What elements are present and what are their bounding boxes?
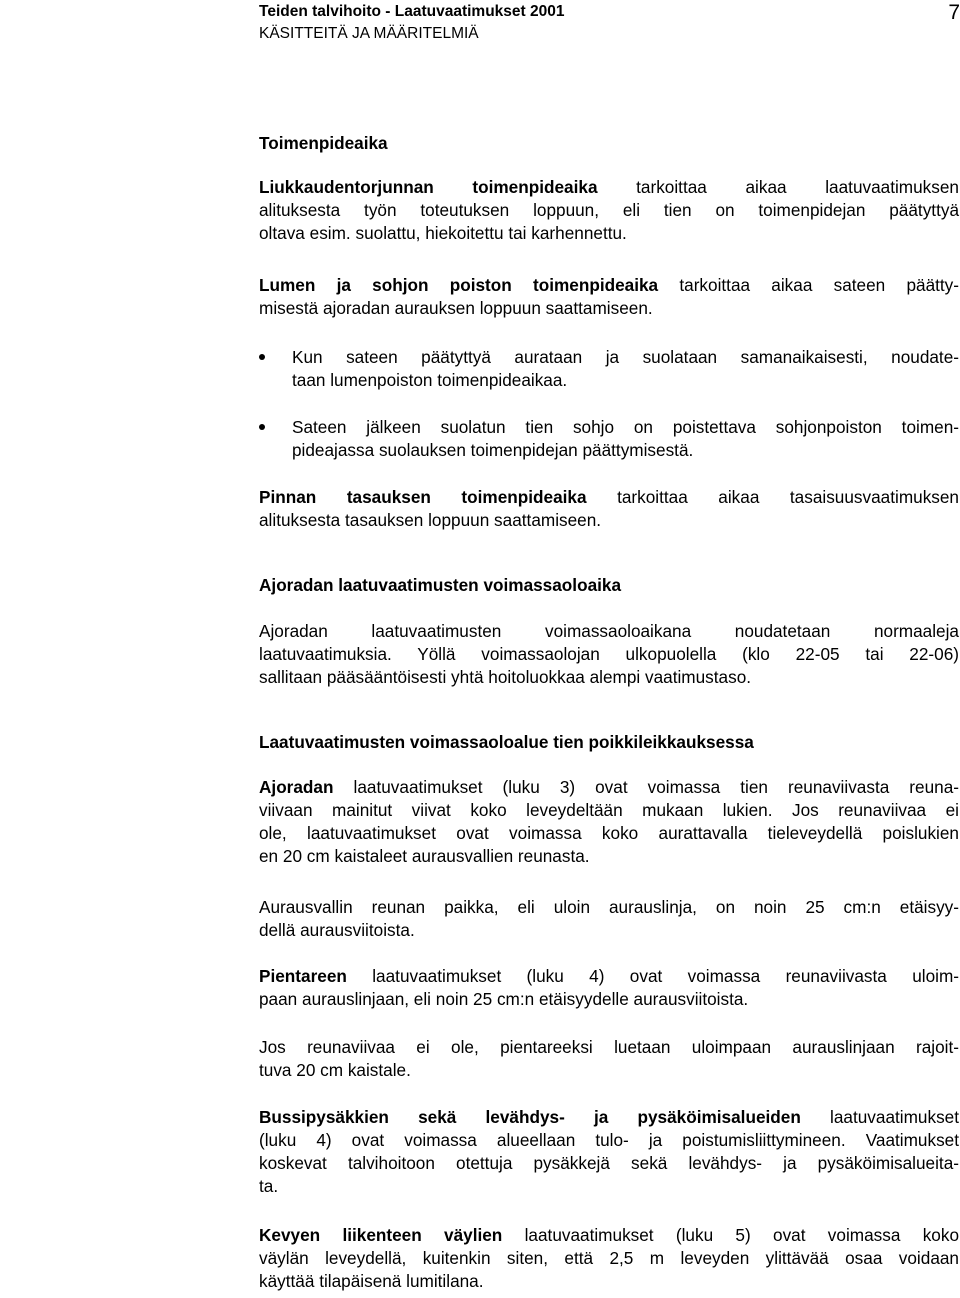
paragraph-bussipysakit: Bussipysäkkien sekä levähdys- ja pysäköimisalueiden laatuvaatimukset (luku 4) ovat voimassa alueellaan tulo- ja poistumisliittymineen. Vaatimukset koskevat talvihoitoon otettuja pysäkkejä sekä levähdys- ja pysäköimisalueita- ta.: [259, 1107, 959, 1196]
page-number: 7: [948, 1, 960, 24]
paragraph-kevyen-liikenteen-vaylat: Kevyen liikenteen väylien laatuvaatimukset (luku 5) ovat voimassa koko väylän leveydellä, kuitenkin siten, että 2,5 m leveyden ylittävää osaa voidaan käyttää tilapäisenä lumitilana.: [259, 1225, 959, 1291]
paragraph-lumen-ja-sohjon-poisto: Lumen ja sohjon poiston toimenpideaika tarkoittaa aikaa sateen päätty- misestä ajoradan aurauksen loppuun saattamiseen.: [259, 275, 959, 318]
chapter-title: KÄSITTEITÄ JA MÄÄRITELMIÄ: [259, 25, 479, 42]
term-kevyen-liikenteen-vaylat: Kevyen liikenteen väylien: [259, 1225, 503, 1245]
section-heading-voimassaoloaika: Ajoradan laatuvaatimusten voimassaoloaika: [259, 575, 622, 595]
paragraph-pinnan-tasaus: Pinnan tasauksen toimenpideaika tarkoittaa aikaa tasaisuusvaatimuksen alituksesta tasauksen loppuun saattamiseen.: [259, 487, 959, 530]
term-pientareen: Pientareen: [259, 966, 347, 986]
section-heading-voimassaoloalue: Laatuvaatimusten voimassaoloalue tien poikkileikkauksessa: [259, 732, 754, 752]
term-liukkaudentorjunta: Liukkaudentorjunnan toimenpideaika: [259, 177, 598, 197]
section-heading-toimenpideaika: Toimenpideaika: [259, 133, 388, 153]
paragraph-aurausvalli: Aurausvallin reunan paikka, eli uloin aurauslinja, on noin 25 cm:n etäisyy- dellä aurausviitoista.: [259, 897, 959, 940]
term-ajoradan: Ajoradan: [259, 777, 334, 797]
paragraph-voimassaoloaika: Ajoradan laatuvaatimusten voimassaoloaikana noudatetaan normaaleja laatuvaatimuksia. Yöllä voimassaolojan ulkopuolella (klo 22-05 tai 22-06) sallitaan pääsääntöisesti yhtä hoitoluokkaa alempi vaatimustaso.: [259, 621, 959, 687]
paragraph-pientareen-laatuvaatimukset: Pientareen laatuvaatimukset (luku 4) ovat voimassa reunaviivasta uloim- paan aurauslinjaan, eli noin 25 cm:n etäisyydelle aurausviitoista.: [259, 966, 959, 1009]
document-title: Teiden talvihoito - Laatuvaatimukset 2001: [259, 3, 565, 20]
term-pinnan-tasaus: Pinnan tasauksen toimenpideaika: [259, 487, 587, 507]
bullet-icon: [259, 354, 265, 360]
term-bussipysakit: Bussipysäkkien sekä levähdys- ja pysäköimisalueiden: [259, 1107, 801, 1127]
paragraph-liukkaudentorjunta: Liukkaudentorjunnan toimenpideaika tarkoittaa aikaa laatuvaatimuksen alituksesta työn toteutuksen loppuun, eli tien on toimenpidejan päätyttyä oltava esim. suolattu, hiekoitettu tai karhennettu.: [259, 177, 959, 243]
bullet-icon: [259, 424, 265, 430]
paragraph-ajoradan-laatuvaatimukset: Ajoradan laatuvaatimukset (luku 3) ovat voimassa tien reunaviivasta reuna- viivaan mainitut viivat koko leveydeltään mukaan lukien. Jos reunaviivaa ei ole, laatuvaatimukset ovat voimassa koko aurattavalla tieleveydellä poislukien en 20 cm kaistaleet aurausvallien reunasta.: [259, 777, 959, 866]
term-lumen-ja-sohjon-poisto: Lumen ja sohjon poiston toimenpideaika: [259, 275, 659, 295]
paragraph-piennar-ilman-reunaviivaa: Jos reunaviivaa ei ole, pientareeksi luetaan uloimpaan aurauslinjaan rajoit- tuva 20 cm kaistale.: [259, 1037, 959, 1080]
